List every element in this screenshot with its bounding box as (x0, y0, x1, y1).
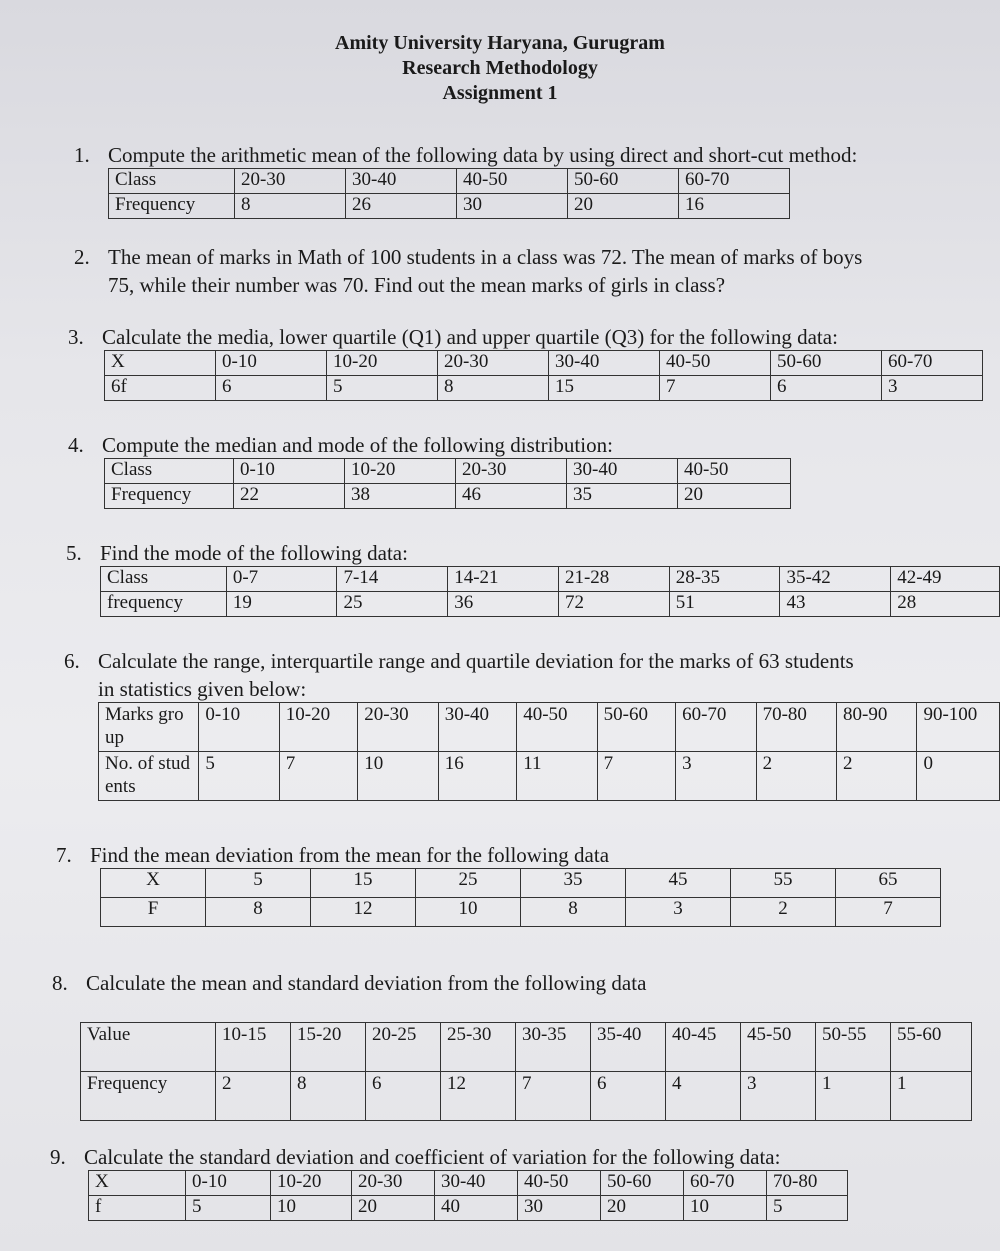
table-cell: 28 (891, 592, 1000, 617)
table-cell: 20 (678, 484, 791, 509)
table-row-header: f (89, 1196, 186, 1221)
table-cell: 8 (438, 376, 549, 401)
table-row (105, 376, 983, 401)
table-cell: 35-42 (780, 567, 891, 592)
table-cell: 20-30 (235, 169, 346, 194)
table-cell: 35 (521, 869, 626, 898)
question-9 (50, 1144, 780, 1170)
table-cell: 11 (517, 752, 597, 801)
table-cell: 30-40 (346, 169, 457, 194)
question-text: Calculate the mean and standard deviation from the following data (86, 971, 647, 995)
table-row-header: Frequency (105, 484, 234, 509)
table-cell: 30-40 (567, 459, 678, 484)
question-number: 2. (74, 245, 90, 269)
table-cell: 15-20 (291, 1023, 366, 1072)
table-cell: 15 (549, 376, 660, 401)
table-cell: 20 (568, 194, 679, 219)
header-university: Amity University Haryana, Gurugram (335, 32, 665, 54)
question-text-line1: The mean of marks in Math of 100 students in a class was 72. The mean of marks of boys (108, 245, 863, 269)
table-cell: 6 (366, 1072, 441, 1121)
table-cell: 0-10 (216, 351, 327, 376)
table-cell: 10 (416, 898, 521, 927)
question-6 (64, 648, 854, 674)
table-cell: 12 (311, 898, 416, 927)
table-cell: 0-10 (186, 1171, 271, 1196)
table-cell: 10 (358, 752, 438, 801)
question-text-line1: Calculate the range, interquartile range and quartile deviation for the marks of 63 students (98, 649, 854, 673)
table-cell: 40-50 (678, 459, 791, 484)
table-cell: 50-60 (771, 351, 882, 376)
table-cell: 7-14 (337, 567, 448, 592)
table-cell: 65 (836, 869, 941, 898)
table-cell: 30-40 (549, 351, 660, 376)
table-cell: 1 (816, 1072, 891, 1121)
table-cell: 72 (558, 592, 669, 617)
table-row-header: Frequency (81, 1072, 216, 1121)
table-row (105, 351, 983, 376)
table-cell: 20-25 (366, 1023, 441, 1072)
table-cell: 2 (216, 1072, 291, 1121)
table-cell: 36 (448, 592, 559, 617)
table-cell: 30-40 (435, 1171, 518, 1196)
question-text: Find the mode of the following data: (100, 541, 408, 565)
table-cell: 20-30 (358, 703, 438, 752)
table-cell: 7 (279, 752, 357, 801)
table-row-header: Frequency (109, 194, 235, 219)
table-cell: 7 (836, 898, 941, 927)
table-cell: 25 (416, 869, 521, 898)
table-cell: 35-40 (591, 1023, 666, 1072)
table-cell: 8 (206, 898, 311, 927)
table-row (89, 1196, 848, 1221)
table-row-header: F (101, 898, 206, 927)
table-cell: 42-49 (891, 567, 1000, 592)
table-cell: 4 (666, 1072, 741, 1121)
table-cell: 70-80 (756, 703, 836, 752)
question-1 (74, 142, 857, 168)
table-cell: 43 (780, 592, 891, 617)
table-cell: 10 (271, 1196, 352, 1221)
table-cell: 40-50 (457, 169, 568, 194)
table-cell: 10-20 (345, 459, 456, 484)
table-row-header: X (105, 351, 216, 376)
table-cell: 40-50 (518, 1171, 601, 1196)
table-cell: 38 (345, 484, 456, 509)
question-number: 9. (50, 1145, 66, 1169)
table-cell: 30 (457, 194, 568, 219)
table-cell: 0-10 (234, 459, 345, 484)
table-cell: 10-15 (216, 1023, 291, 1072)
question-5 (66, 540, 408, 566)
table-cell: 16 (438, 752, 516, 801)
table-cell: 8 (235, 194, 346, 219)
q1-table (108, 168, 790, 219)
table-cell: 60-70 (679, 169, 790, 194)
table-cell: 12 (441, 1072, 516, 1121)
table-cell: 20-30 (352, 1171, 435, 1196)
table-cell: 40 (435, 1196, 518, 1221)
question-text-line2: in statistics given below: (98, 677, 307, 701)
table-row (109, 169, 790, 194)
table-cell: 35 (567, 484, 678, 509)
table-cell: 6 (771, 376, 882, 401)
question-text: Calculate the media, lower quartile (Q1) and upper quartile (Q3) for the following data: (102, 325, 838, 349)
table-cell: 50-55 (816, 1023, 891, 1072)
table-cell: 51 (669, 592, 780, 617)
question-number: 7. (56, 843, 72, 867)
table-row-header: 6f (105, 376, 216, 401)
table-cell: 0 (917, 752, 1000, 801)
table-cell: 2 (731, 898, 836, 927)
header-assignment: Assignment 1 (442, 82, 558, 104)
table-cell: 40-45 (666, 1023, 741, 1072)
table-row (105, 484, 791, 509)
table-cell: 3 (741, 1072, 816, 1121)
table-cell: 22 (234, 484, 345, 509)
table-cell: 8 (521, 898, 626, 927)
question-2 (74, 244, 862, 270)
table-cell: 5 (327, 376, 438, 401)
table-cell: 45-50 (741, 1023, 816, 1072)
question-number: 5. (66, 541, 82, 565)
table-cell: 0-10 (199, 703, 279, 752)
table-row (99, 703, 1000, 752)
table-cell: 7 (660, 376, 771, 401)
question-number: 1. (74, 143, 90, 167)
table-cell: 7 (516, 1072, 591, 1121)
table-cell: 60-70 (676, 703, 756, 752)
table-cell: 25-30 (441, 1023, 516, 1072)
table-cell: 50-60 (601, 1171, 684, 1196)
table-cell: 70-80 (767, 1171, 848, 1196)
table-cell: 45 (626, 869, 731, 898)
table-row (109, 194, 790, 219)
question-number: 8. (52, 971, 68, 995)
table-cell: 20 (601, 1196, 684, 1221)
question-4 (68, 432, 613, 458)
table-row (101, 869, 941, 898)
question-3 (68, 324, 838, 350)
table-row-header: X (89, 1171, 186, 1196)
table-row (101, 592, 1000, 617)
q6-table (98, 702, 1000, 801)
table-cell: 30 (518, 1196, 601, 1221)
table-cell: 26 (346, 194, 457, 219)
question-text: Compute the median and mode of the following distribution: (102, 433, 613, 457)
table-cell: 25 (337, 592, 448, 617)
table-row (105, 459, 791, 484)
table-cell: 50-60 (568, 169, 679, 194)
table-row-header: X (101, 869, 206, 898)
table-cell: 30-40 (438, 703, 516, 752)
table-cell: 5 (206, 869, 311, 898)
question-text: Compute the arithmetic mean of the following data by using direct and short-cut method: (108, 143, 858, 167)
question-number: 3. (68, 325, 84, 349)
table-cell: 20 (352, 1196, 435, 1221)
table-row (89, 1171, 848, 1196)
table-cell: 3 (882, 376, 983, 401)
table-cell: 15 (311, 869, 416, 898)
table-row-header: Value (81, 1023, 216, 1072)
table-cell: 2 (756, 752, 836, 801)
table-cell: 10-20 (279, 703, 357, 752)
question-8 (52, 970, 646, 996)
q5-table (100, 566, 1000, 617)
table-cell: 46 (456, 484, 567, 509)
table-cell: 60-70 (684, 1171, 767, 1196)
table-cell: 2 (837, 752, 917, 801)
question-number: 4. (68, 433, 84, 457)
table-cell: 55 (731, 869, 836, 898)
table-cell: 80-90 (837, 703, 917, 752)
table-cell: 3 (676, 752, 756, 801)
table-row-header: Marks group (99, 703, 199, 752)
table-cell: 8 (291, 1072, 366, 1121)
table-cell: 20-30 (438, 351, 549, 376)
table-cell: 5 (186, 1196, 271, 1221)
header-course: Research Methodology (402, 57, 598, 79)
table-cell: 21-28 (558, 567, 669, 592)
question-6-continued (98, 676, 306, 702)
table-row-header: frequency (101, 592, 227, 617)
question-number: 6. (64, 649, 80, 673)
table-cell: 5 (199, 752, 279, 801)
table-cell: 0-7 (226, 567, 337, 592)
table-cell: 7 (597, 752, 675, 801)
table-row-header: Class (105, 459, 234, 484)
table-cell: 6 (216, 376, 327, 401)
table-cell: 20-30 (456, 459, 567, 484)
table-row-header: No. of students (99, 752, 199, 801)
table-row (99, 752, 1000, 801)
table-cell: 16 (679, 194, 790, 219)
q4-table (104, 458, 791, 509)
question-text: Find the mean deviation from the mean for the following data (90, 843, 610, 867)
table-cell: 30-35 (516, 1023, 591, 1072)
table-cell: 90-100 (917, 703, 1000, 752)
table-cell: 3 (626, 898, 731, 927)
table-cell: 10-20 (327, 351, 438, 376)
q3-table (104, 350, 983, 401)
table-row-header: Class (101, 567, 227, 592)
q9-table (88, 1170, 848, 1221)
table-row-header: Class (109, 169, 235, 194)
question-text: Calculate the standard deviation and coefficient of variation for the following data: (84, 1145, 781, 1169)
table-row (101, 567, 1000, 592)
table-cell: 1 (891, 1072, 972, 1121)
table-cell: 50-60 (597, 703, 675, 752)
table-cell: 14-21 (448, 567, 559, 592)
table-row (101, 898, 941, 927)
table-cell: 10-20 (271, 1171, 352, 1196)
table-cell: 10 (684, 1196, 767, 1221)
table-cell: 19 (226, 592, 337, 617)
question-text-line2: 75, while their number was 70. Find out the mean marks of girls in class? (108, 273, 726, 297)
table-cell: 28-35 (669, 567, 780, 592)
table-cell: 60-70 (882, 351, 983, 376)
table-row (81, 1072, 972, 1121)
table-cell: 6 (591, 1072, 666, 1121)
q7-table (100, 868, 941, 927)
table-cell: 55-60 (891, 1023, 972, 1072)
q8-table (80, 1022, 972, 1121)
table-cell: 40-50 (660, 351, 771, 376)
table-cell: 5 (767, 1196, 848, 1221)
question-2-continued (108, 272, 725, 298)
table-row (81, 1023, 972, 1072)
table-cell: 40-50 (517, 703, 597, 752)
question-7 (56, 842, 609, 868)
